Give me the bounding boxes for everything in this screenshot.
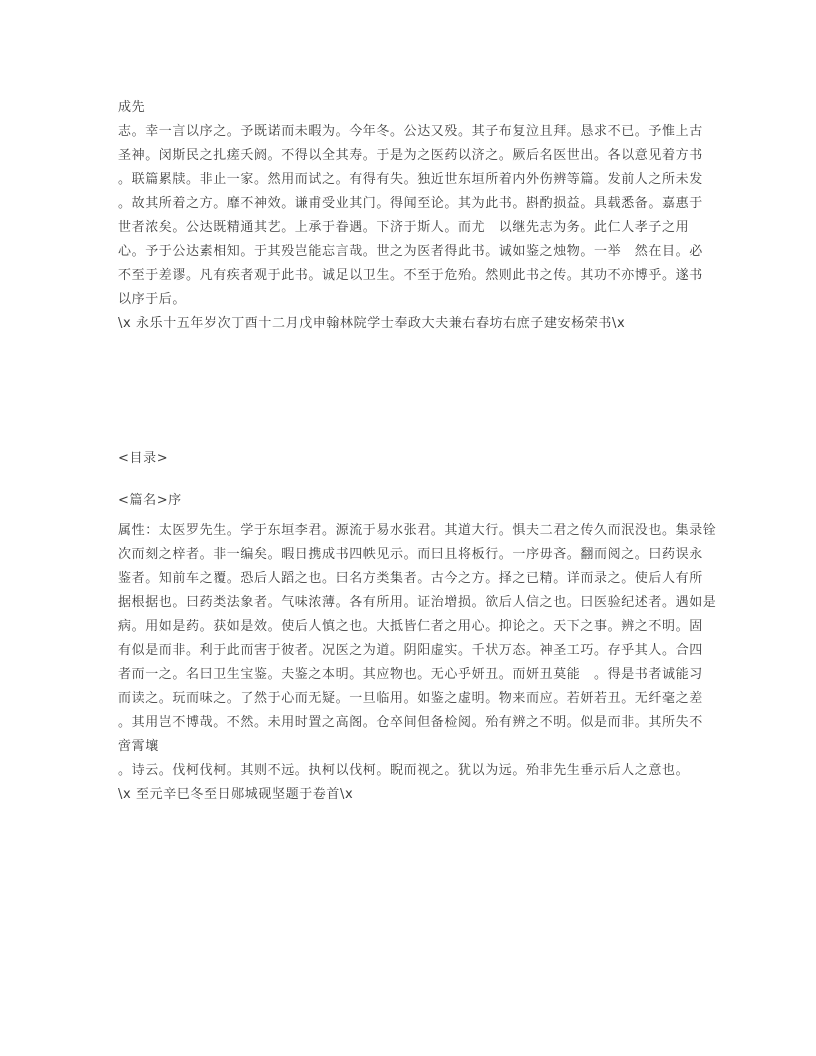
preface-signature-line: \x 永乐十五年岁次丁酉十二月戊申翰林院学士奉政大夫兼右春坊右庶子建安杨荣书\x bbox=[118, 316, 626, 331]
text-column bbox=[118, 96, 778, 807]
text-line: 成先 bbox=[118, 100, 146, 115]
text-line: 而读之。玩而味之。了然于心而无疑。一旦临用。如鉴之虚明。物来而应。若妍若丑。无纤毫之差 bbox=[118, 691, 703, 706]
text-line: 者而一之。名曰卫生宝鉴。夫鉴之本明。其应物也。无心乎妍丑。而妍丑莫能 。得是书者诚能习 bbox=[118, 667, 703, 682]
preface-signature-line: \x 至元辛巳冬至日郧城砚坚题于卷首\x bbox=[118, 787, 354, 802]
text-line: 志。幸一言以序之。予既诺而未暇为。今年冬。公达又殁。其子布复泣且拜。恳求不已。予惟上古 bbox=[118, 124, 703, 139]
section-title-marker: <篇名>序 bbox=[118, 493, 182, 508]
text-line: 次而刻之梓者。非一编矣。暇日携成书四帙见示。而曰且将板行。一序毋吝。翻而阅之。曰药误永 bbox=[118, 547, 703, 562]
text-line: 。联篇累牍。非止一家。然用而试之。有得有失。独近世东垣所着内外伤辨等篇。发前人之所未发 bbox=[118, 172, 703, 187]
text-line: 据根据也。曰药类法象者。气味浓薄。各有所用。证治增损。欲后人信之也。曰医验纪述者。遇如是 bbox=[118, 595, 717, 610]
text-line: 不至于差谬。凡有疾者观于此书。诚足以卫生。不至于危殆。然则此书之传。其功不亦博乎。遂书 bbox=[118, 268, 703, 283]
text-line: 鉴者。知前车之覆。恐后人蹈之也。曰名方类集者。古今之方。择之已精。详而录之。使后人有所 bbox=[118, 571, 703, 586]
text-line: 啻霄壤 bbox=[118, 739, 159, 754]
text-line: 属性：太医罗先生。学于东垣李君。源流于易水张君。其道大行。惧夫二君之传久而泯没也。集录铨 bbox=[118, 523, 717, 538]
text-line: 有似是而非。利于此而害于彼者。况医之为道。阴阳虚实。千状万态。神圣工巧。存乎其人。合四 bbox=[118, 643, 703, 658]
yan-jian-preface bbox=[118, 519, 778, 807]
text-line: 心。予于公达素相知。于其殁岂能忘言哉。世之为医者得此书。诚如鉴之烛物。一举 然在目。必 bbox=[118, 244, 703, 259]
text-line: 病。用如是药。获如是效。使后人慎之也。大抵皆仁者之用心。抑论之。天下之事。辨之不明。固 bbox=[118, 619, 703, 634]
text-line: 。其用岂不博哉。不然。未用时置之高阁。仓卒间但备检阅。殆有辨之不明。似是而非。其所失不 bbox=[118, 715, 703, 730]
text-line: 。诗云。伐柯伐柯。其则不远。执柯以伐柯。睨而视之。犹以为远。殆非先生垂示后人之意也。 bbox=[118, 763, 690, 778]
text-line: 世者浓矣。公达既精通其艺。上承于眷遇。下济于斯人。而尤 以继先志为务。此仁人孝子之用 bbox=[118, 220, 690, 235]
text-line: 。故其所着之方。靡不神效。谦甫受业其门。得闻至论。其为此书。斟酌损益。具载悉备。嘉惠于 bbox=[118, 196, 703, 211]
yang-rong-preface bbox=[118, 96, 778, 336]
toc-marker: <目录> bbox=[118, 451, 169, 466]
text-line: 圣神。闵斯民之扎瘥夭阏。不得以全其寿。于是为之医药以济之。厥后名医世出。各以意见着方书 bbox=[118, 148, 703, 163]
text-line: 以序于后。 bbox=[118, 292, 187, 307]
